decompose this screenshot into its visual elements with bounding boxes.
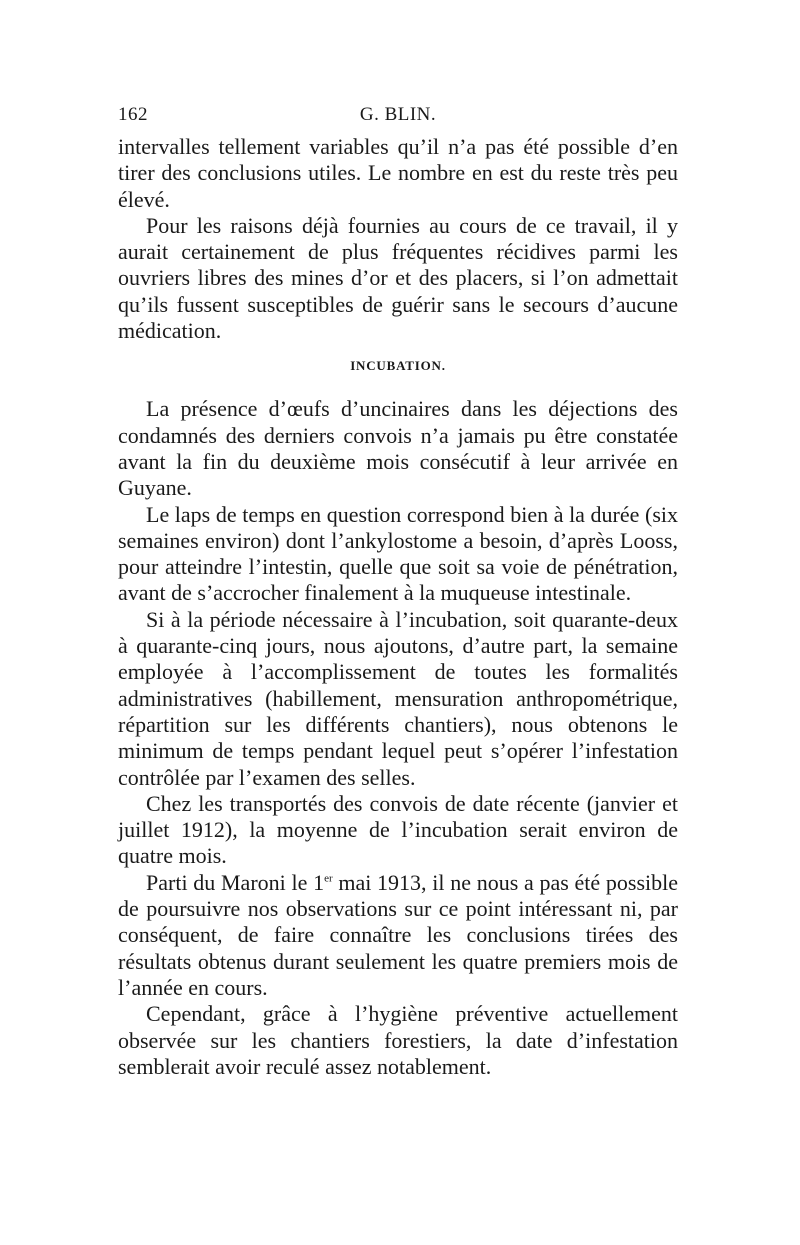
paragraph-maroni (118, 870, 678, 1001)
paragraph-periode: Si à la période nécessaire à l’incubation, soit quarante-deux à quarante-cinq jours, nous ajoutons, d’autre part, la semaine employée à l’accomplissement de toutes les formalités administratives (habillement, mensuration anthropométrique, répartition sur les différents chantiers), nous obtenons le minimum de temps pendant lequel peut s’opérer l’infestation contrôlée par l’examen des selles. (118, 606, 678, 790)
paragraph-laps-de-temps: Le laps de temps en question correspond bien à la durée (six semaines environ) dont l’ankylostome a besoin, d’après Looss, pour atteindre l’intestin, quelle que soit sa voie de pénétration, avant de s’accrocher finalement à la muqueuse intestinale. (118, 501, 678, 606)
page-header (118, 104, 678, 134)
running-title: G. BLIN. (359, 104, 437, 125)
section-heading-incubation: INCUBATION. (350, 358, 446, 374)
page-number: 162 (118, 104, 148, 125)
paragraph-presence: La présence d’œufs d’uncinaires dans les déjections des condamnés des derniers convois n’a jamais pu être constatée avant la fin du deuxième mois consécutif à leur arrivée en Guyane. (118, 396, 678, 501)
maroni-text-start: Parti du Maroni le 1 (146, 869, 325, 895)
paragraph-recidives: Pour les raisons déjà fournies au cours de ce travail, il y aurait certainement de plus fréquentes récidives parmi les ouvriers libres des mines d’or et des placers, si l’on admettait qu’ils fussent susceptibles de guérir sans le secours d’aucune médication. (118, 212, 678, 344)
paragraph-transportes: Chez les transportés des convois de date récente (janvier et juillet 1912), la moyenne de l’incubation serait environ de quatre mois. (118, 790, 678, 869)
ordinal-superscript: er (324, 872, 333, 885)
maroni-text-end: mai 1913, il ne nous a pas été possible de poursuivre nos observations sur ce point intéressant ni, par conséquent, de faire connaître les conclusions tirées des résultats obtenus durant seulement les quatre premiers mois de l’année en cours. (118, 869, 678, 1000)
book-page (118, 104, 678, 1080)
paragraph-cependant: Cependant, grâce à l’hygiène préventive actuellement observée sur les chantiers forestiers, la date d’infestation semblerait avoir reculé assez notablement. (118, 1001, 678, 1079)
paragraph-continued: intervalles tellement variables qu’il n’a pas été possible d’en tirer des conclusions utiles. Le nombre en est du reste très peu élevé. (118, 134, 678, 212)
